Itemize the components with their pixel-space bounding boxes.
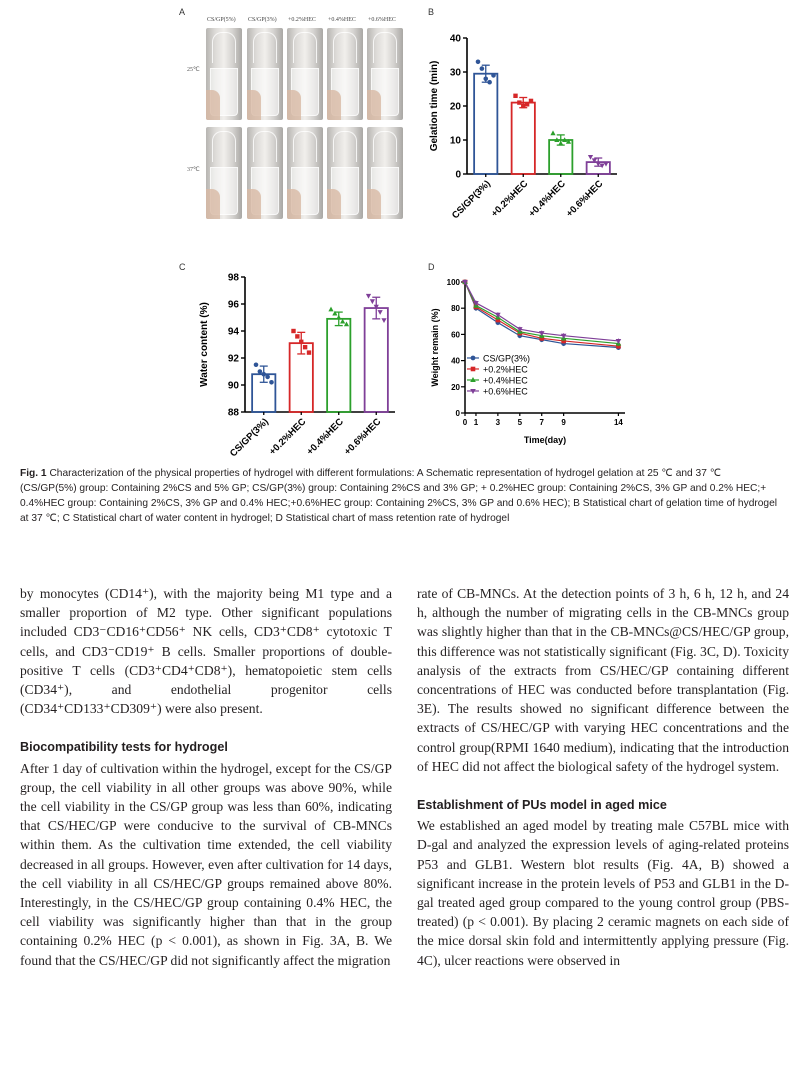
vial-25c-4 bbox=[327, 28, 363, 120]
water-category-label-1: +0.2%HEC bbox=[267, 416, 309, 458]
gelation-category-label-3: +0.6%HEC bbox=[564, 178, 606, 220]
weight-ytick-label-3: 60 bbox=[451, 330, 460, 340]
water-point-3-4 bbox=[381, 318, 386, 323]
water-point-0-0 bbox=[254, 362, 259, 367]
water-category-label-0: CS/GP(3%) bbox=[228, 416, 271, 460]
vial-37c-4 bbox=[327, 127, 363, 219]
water-ytick-label-2: 92 bbox=[227, 353, 239, 365]
water-point-3-0 bbox=[366, 294, 371, 299]
water-point-1-4 bbox=[307, 350, 311, 354]
gelation-point-1-3 bbox=[525, 102, 529, 106]
water-point-3-1 bbox=[370, 299, 375, 304]
weight-point-3-2 bbox=[495, 313, 501, 318]
gelation-category-label-2: +0.4%HEC bbox=[526, 178, 568, 220]
right-column bbox=[417, 584, 789, 970]
panel-d-letter: D bbox=[428, 262, 435, 272]
water-point-2-0 bbox=[328, 307, 333, 312]
vial-37c-3 bbox=[287, 127, 323, 219]
water-point-1-3 bbox=[303, 345, 307, 349]
water-ylabel: Water content (%) bbox=[199, 302, 210, 387]
caption-label: Fig. 1 bbox=[20, 468, 47, 479]
row-label-25c: 25℃ bbox=[187, 67, 200, 73]
gelation-ytick-label-2: 20 bbox=[449, 101, 461, 113]
weight-legend-label-1: +0.2%HEC bbox=[483, 364, 528, 375]
weight-xtick-label-4: 7 bbox=[539, 418, 544, 427]
caption-text: Characterization of the physical properties of hydrogel with different formulations: A Schematic representation of hydrogel gelation at 25 ℃ and 37 ℃ (CS/GP(5%) group: Containing 2%CS and 5% GP; CS/GP(3%) group: Containing 2%CS and 3% GP; + 0.2%HEC group: Containing 2%CS, 3% GP and 0.2% HEC;+ 0.4%HEC group: Containing 2%CS, 3% GP and 0.4% HEC;+0.6%HEC group: Containing 2%CS, 3% GP and 0.6% HEC); B Statistical chart of gelation time of hydrogel at 37 ℃; C Statistical chart of water content in hydrogel; D Statistical chart of mass retention rate of hydrogel bbox=[20, 468, 778, 524]
gelation-point-1-2 bbox=[521, 104, 525, 108]
weight-xtick-label-6: 14 bbox=[613, 418, 623, 427]
row-label-37c: 37℃ bbox=[187, 167, 200, 173]
weight-ytick-label-2: 40 bbox=[451, 356, 460, 366]
gelation-point-1-4 bbox=[529, 99, 533, 103]
vial-25c-1 bbox=[206, 28, 242, 120]
gelation-point-2-0 bbox=[550, 130, 555, 135]
vial-37c-5 bbox=[367, 127, 403, 219]
photo-col-label-2: CS/GP(3%) bbox=[248, 17, 277, 23]
gelation-ylabel: Gelation time (min) bbox=[429, 60, 440, 152]
gelation-category-label-0: CS/GP(3%) bbox=[450, 178, 493, 222]
water-content-chart bbox=[195, 265, 400, 470]
water-category-label-2: +0.4%HEC bbox=[304, 416, 346, 458]
photo-col-label-1: CS/GP(5%) bbox=[207, 17, 236, 23]
water-ytick-label-4: 96 bbox=[227, 299, 239, 311]
right-paragraph-2: We established an aged model by treating male C57BL mice with D-gal and analyzed the expression levels of aging-related proteins P53 and GLB1. Western blot results (Fig. 4A, B) showed a significant increase in the protein levels of P53 and GLB1 in the D-gal treated aged group compared to the young control group (PBS-treated) (p < 0.001). By placing 2 ceramic magnets on each side of the mice dorsal skin fold and intermittently applying pressure (Fig. 4C), ulcer reactions were observed in bbox=[417, 818, 789, 968]
gelation-ytick-label-0: 0 bbox=[455, 169, 461, 181]
gelation-time-chart bbox=[425, 20, 625, 245]
gelation-point-1-1 bbox=[517, 100, 521, 104]
water-ytick-label-5: 98 bbox=[227, 272, 239, 284]
gelation-ytick-label-1: 10 bbox=[449, 135, 461, 147]
vial-37c-2 bbox=[247, 127, 283, 219]
weight-xtick-label-2: 3 bbox=[495, 418, 501, 427]
weight-legend-label-2: +0.4%HEC bbox=[483, 375, 528, 386]
vial-25c-2 bbox=[247, 28, 283, 120]
water-point-3-3 bbox=[378, 310, 383, 315]
gelation-ytick-label-3: 30 bbox=[449, 67, 461, 79]
right-paragraph-1: rate of CB-MNCs. At the detection points of 3 h, 6 h, 12 h, and 24 h, although the number of migrating cells in the CB-MNCs group was slightly higher than that in the CB-MNCs@CS/HEC/GP group, this difference was not statistically significant (Fig. 3C, D). Toxicity analysis of the extracts from CS/HEC/GP containing different concentrations of HEC was conducted before transplantation (Fig. 3E). The results showed no significant difference between the extracts of CS/HEC/GP with varying HEC concentrations and the control group(RPMI 1640 medium), indicating that the introduction of HEC did not affect the biological safety of the hydrogel system. bbox=[417, 586, 789, 774]
weight-xtick-label-3: 5 bbox=[517, 418, 523, 427]
gelation-bar-1 bbox=[512, 103, 535, 174]
water-ytick-label-1: 90 bbox=[227, 380, 239, 392]
water-point-0-1 bbox=[258, 369, 263, 374]
panel-a-letter: A bbox=[179, 7, 186, 17]
weight-ytick-label-1: 20 bbox=[451, 382, 460, 392]
weight-legend-marker-1 bbox=[471, 367, 476, 372]
section-heading-pus-model: Establishment of PUs model in aged mice bbox=[417, 798, 667, 813]
gelation-point-0-1 bbox=[480, 66, 485, 71]
water-point-1-1 bbox=[295, 334, 299, 338]
panel-c-letter: C bbox=[179, 262, 186, 272]
weight-ytick-label-0: 0 bbox=[455, 409, 460, 418]
panel-b-letter: B bbox=[428, 7, 435, 17]
water-bar-2 bbox=[327, 319, 350, 412]
figure-caption bbox=[20, 466, 780, 526]
weight-xtick-label-5: 9 bbox=[561, 418, 566, 427]
left-paragraph-1: by monocytes (CD14⁺), with the majority being M1 type and a smaller proportion of M2 type. Other significant populations included CD3⁻CD16⁺CD56⁺ NK cells, CD3⁺CD8⁺ cytotoxic T cells, and CD3⁻CD19⁺ B cells. Smaller proportions of double-positive T cells (CD3⁺CD4⁺CD8⁺), hematopoietic stem cells (CD34⁺), and endothelial progenitor cells (CD34⁺CD133⁺CD309⁺) were also present. bbox=[20, 586, 392, 717]
water-ytick-label-3: 94 bbox=[227, 326, 239, 338]
water-point-1-0 bbox=[291, 329, 295, 333]
weight-remain-chart bbox=[425, 270, 650, 455]
water-point-0-2 bbox=[261, 372, 266, 377]
water-bar-3 bbox=[365, 308, 388, 412]
weight-legend-label-0: CS/GP(3%) bbox=[483, 353, 531, 364]
water-point-1-2 bbox=[299, 340, 303, 344]
gelation-bar-0 bbox=[474, 74, 497, 174]
weight-xtick-label-1: 1 bbox=[473, 418, 479, 427]
photo-col-label-5: +0.6%HEC bbox=[368, 17, 396, 23]
panel-a-photo bbox=[180, 14, 410, 224]
weight-legend-marker-0 bbox=[471, 356, 476, 361]
water-point-2-4 bbox=[344, 321, 349, 326]
vial-25c-5 bbox=[367, 28, 403, 120]
gelation-point-0-4 bbox=[491, 73, 496, 78]
water-point-0-4 bbox=[269, 380, 274, 385]
photo-col-label-3: +0.2%HEC bbox=[288, 17, 316, 23]
water-category-label-3: +0.6%HEC bbox=[342, 416, 384, 458]
gelation-point-0-0 bbox=[476, 60, 481, 65]
water-point-0-3 bbox=[265, 375, 270, 380]
gelation-category-label-1: +0.2%HEC bbox=[489, 178, 531, 220]
vial-25c-3 bbox=[287, 28, 323, 120]
weight-ylabel: Weight remain (%) bbox=[430, 308, 440, 387]
figure-1 bbox=[0, 0, 799, 470]
gelation-point-0-3 bbox=[487, 80, 492, 85]
weight-legend-label-3: +0.6%HEC bbox=[483, 386, 528, 397]
water-ytick-label-0: 88 bbox=[227, 407, 239, 419]
weight-xlabel: Time(day) bbox=[523, 435, 567, 445]
weight-ytick-label-4: 80 bbox=[451, 304, 460, 314]
photo-col-label-4: +0.4%HEC bbox=[328, 17, 356, 23]
weight-ytick-label-5: 100 bbox=[446, 278, 460, 287]
section-heading-biocompatibility: Biocompatibility tests for hydrogel bbox=[20, 740, 228, 755]
gelation-point-1-0 bbox=[513, 94, 517, 98]
vial-37c-1 bbox=[206, 127, 242, 219]
left-column bbox=[20, 584, 392, 970]
gelation-point-0-2 bbox=[483, 77, 488, 82]
weight-xtick-label-0: 0 bbox=[462, 418, 468, 427]
gelation-ytick-label-4: 40 bbox=[449, 33, 461, 45]
left-paragraph-2: After 1 day of cultivation within the hydrogel, except for the CS/GP group, the cell viability in all other groups was above 90%, while the cell viability in the CS/GP group was less than 60%, indicating that CS/HEC/GP were conducive to the survival of CB-MNCs within them. As the cultivation time extended, the cell viability decreased in all groups. However, even after cultivation for 14 days, the cell viability in all CS/HEC/GP groups remained above 80%. Interestingly, in the CS/HEC/GP group containing 0.4% HEC, the cell viability was significantly higher than that in the group containing 0.2% HEC (p < 0.001), as shown in Fig. 3A, B. We found that the CS/HEC/GP did not significantly affect the migration bbox=[20, 760, 392, 968]
